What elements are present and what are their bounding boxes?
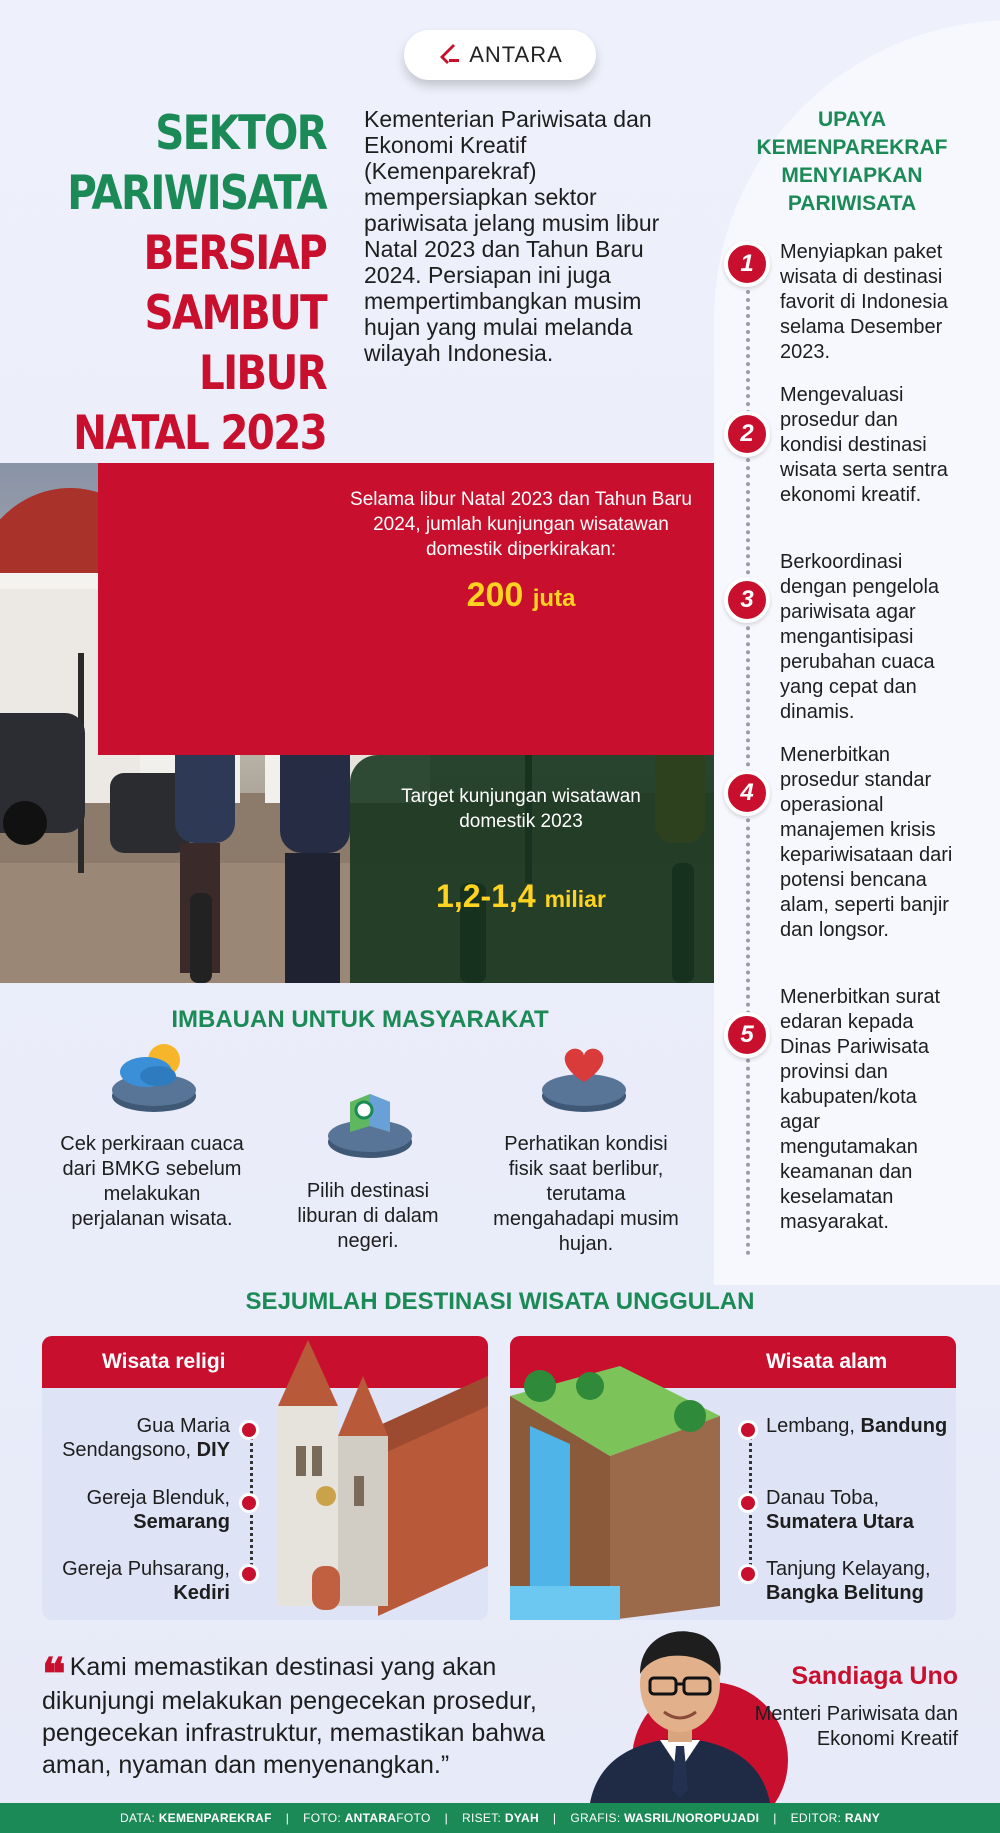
speaker-role: Menteri Pariwisata dan Ekonomi Kreatif bbox=[754, 1703, 958, 1750]
waterfall-illustration bbox=[510, 1356, 720, 1620]
visitors-value bbox=[346, 576, 696, 615]
logo-text: ANTARA bbox=[469, 42, 563, 67]
imbauan-text-3: Perhatikan kondisi fisik saat berlibur, terutama mengahadapi musim hujan. bbox=[493, 1133, 679, 1255]
religi-dot-1 bbox=[239, 1420, 259, 1440]
target-number: 1,2-1,4 bbox=[436, 878, 536, 914]
visitors-description: Selama libur Natal 2023 dan Tahun Baru 2024, jumlah kunjungan wisatawan domestik diperkirakan: bbox=[350, 489, 692, 560]
step-text-2: Mengevaluasi prosedur dan kondisi destinasi wisata serta sentra ekonomi kreatif. bbox=[780, 384, 948, 506]
headline-line-5: NATAL 2023 bbox=[73, 406, 326, 461]
religi-item-2: Gereja Blenduk, Semarang bbox=[86, 1487, 230, 1533]
step-number-3: 3 bbox=[724, 577, 770, 623]
religi-dot-3 bbox=[239, 1564, 259, 1584]
destinasi-title: SEJUMLAH DESTINASI WISATA UNGGULAN bbox=[245, 1288, 755, 1315]
quote-text: Kami memastikan destinasi yang akan dikunjungi melakukan pengecekan prosedur, pengecekan infrastruktur, memastikan bahwa aman, nyaman dan menyenangkan.” bbox=[42, 1653, 546, 1779]
headline bbox=[63, 104, 326, 464]
alam-dot-2 bbox=[738, 1493, 758, 1513]
imbauan-text-2: Pilih destinasi liburan di dalam negeri. bbox=[297, 1180, 439, 1252]
imbauan-text-1: Cek perkiraan cuaca dari BMKG sebelum melakukan perjalanan wisata. bbox=[60, 1133, 244, 1230]
alam-dot-3 bbox=[738, 1564, 758, 1584]
quote-mark-icon: ❝ bbox=[42, 1650, 66, 1699]
headline-line-4: SAMBUT LIBUR bbox=[144, 286, 326, 401]
antara-mark-icon bbox=[437, 42, 463, 68]
headline-line-2: PARIWISATA bbox=[67, 166, 326, 221]
wisata-religi-label: Wisata religi bbox=[42, 1336, 488, 1388]
religi-item-3: Gereja Puhsarang, Kediri bbox=[62, 1558, 230, 1604]
intro-paragraph: Kementerian Pariwisata dan Ekonomi Kreatif (Kemenparekraf) mempersiapkan sektor pariwisata jelang musim libur Natal 2023 dan Tahun Baru 2024. Persiapan ini juga mempertimbangkan musim hujan yang mulai melanda wilayah Indonesia. bbox=[364, 106, 660, 366]
speaker-name: Sandiaga Uno bbox=[791, 1662, 958, 1690]
target-description: Target kunjungan wisatawan domestik 2023 bbox=[401, 786, 641, 832]
step-number-1: 1 bbox=[724, 241, 770, 287]
heart-icon bbox=[534, 1036, 634, 1116]
target-value bbox=[396, 878, 646, 915]
step-text-1: Menyiapkan paket wisata di destinasi favorit di Indonesia selama Desember 2023. bbox=[780, 241, 948, 363]
alam-dot-1 bbox=[738, 1420, 758, 1440]
antara-logo bbox=[404, 30, 596, 80]
wisata-alam-label: Wisata alam bbox=[510, 1336, 956, 1388]
upaya-title: UPAYA KEMENPAREKRAF MENYIAPKAN PARIWISATA bbox=[756, 108, 948, 215]
step-text-3: Berkoordinasi dengan pengelola pariwisata agar mengantisipasi perubahan cuaca yang cepat dan dinamis. bbox=[780, 551, 940, 723]
religi-item-1: Gua Maria Sendangsono, DIY bbox=[62, 1415, 230, 1461]
step-number-2: 2 bbox=[724, 411, 770, 457]
step-number-5: 5 bbox=[724, 1012, 770, 1058]
weather-icon bbox=[104, 1036, 204, 1116]
visitors-unit: juta bbox=[532, 585, 576, 612]
alam-item-1: Lembang, Bandung bbox=[766, 1415, 948, 1437]
map-icon bbox=[320, 1082, 420, 1162]
headline-line-3: BERSIAP bbox=[143, 226, 326, 281]
imbauan-title: IMBAUAN UNTUK MASYARAKAT bbox=[171, 1006, 549, 1033]
credits-footer: DATA: KEMENPAREKRAF | FOTO: ANTARAFOTO | RISET: DYAH | GRAFIS: WASRIL/NOROPUJADI | EDITOR: RANY bbox=[0, 1803, 1000, 1833]
quote-block bbox=[42, 1651, 590, 1781]
alam-item-3: Tanjung Kelayang, Bangka Belitung bbox=[766, 1558, 931, 1604]
target-unit: miliar bbox=[544, 886, 606, 912]
step-number-4: 4 bbox=[724, 770, 770, 816]
step-text-4: Menerbitkan prosedur standar operasional manajemen krisis kepariwisataan dari potensi bencana alam, seperti banjir dan longsor. bbox=[780, 744, 953, 941]
visitors-number: 200 bbox=[466, 576, 524, 614]
church-illustration bbox=[268, 1336, 488, 1620]
alam-item-2: Danau Toba, Sumatera Utara bbox=[766, 1487, 914, 1533]
step-text-5: Menerbitkan surat edaran kepada Dinas Pariwisata provinsi dan kabupaten/kota agar mengutamakan keamanan dan keselamatan masyarakat. bbox=[780, 986, 941, 1233]
religi-dot-2 bbox=[239, 1493, 259, 1513]
headline-line-1: SEKTOR bbox=[155, 106, 326, 161]
